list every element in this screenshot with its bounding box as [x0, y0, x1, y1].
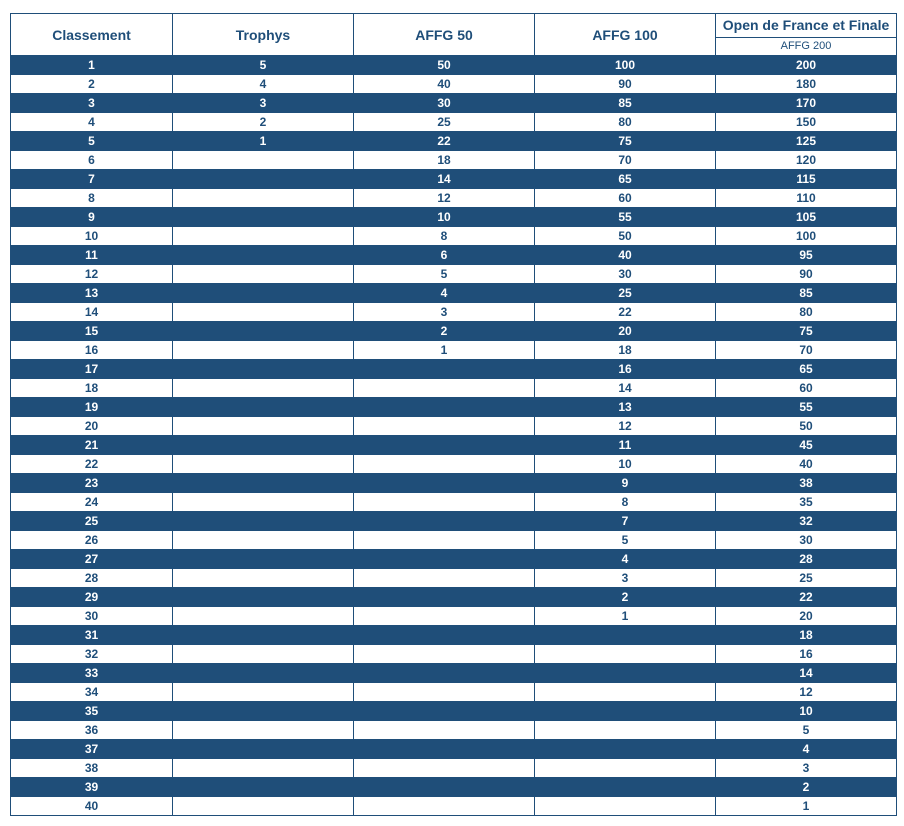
- cell-affg50: 18: [354, 151, 535, 170]
- cell-trophys: [173, 550, 354, 569]
- cell-open: 3: [716, 759, 897, 778]
- table-row: [11, 208, 897, 227]
- cell-trophys: [173, 322, 354, 341]
- table-row: [11, 645, 897, 664]
- cell-affg50: [354, 778, 535, 797]
- cell-trophys: 5: [173, 56, 354, 75]
- table-row: [11, 702, 897, 721]
- cell-affg50: 22: [354, 132, 535, 151]
- cell-affg50: 30: [354, 94, 535, 113]
- cell-affg50: 25: [354, 113, 535, 132]
- table-row: [11, 322, 897, 341]
- cell-open: 40: [716, 455, 897, 474]
- cell-classement: 21: [11, 436, 173, 455]
- table-row: [11, 417, 897, 436]
- cell-affg50: [354, 512, 535, 531]
- cell-affg50: [354, 569, 535, 588]
- cell-classement: 1: [11, 56, 173, 75]
- cell-classement: 10: [11, 227, 173, 246]
- cell-affg50: [354, 607, 535, 626]
- cell-affg100: 90: [535, 75, 716, 94]
- cell-classement: 16: [11, 341, 173, 360]
- table-row: [11, 132, 897, 151]
- cell-affg100: [535, 664, 716, 683]
- cell-classement: 31: [11, 626, 173, 645]
- cell-trophys: [173, 208, 354, 227]
- cell-classement: 38: [11, 759, 173, 778]
- cell-affg50: [354, 550, 535, 569]
- table-row: [11, 683, 897, 702]
- cell-classement: 6: [11, 151, 173, 170]
- cell-trophys: [173, 702, 354, 721]
- cell-open: 32: [716, 512, 897, 531]
- cell-classement: 17: [11, 360, 173, 379]
- cell-affg50: 8: [354, 227, 535, 246]
- cell-classement: 18: [11, 379, 173, 398]
- cell-classement: 30: [11, 607, 173, 626]
- cell-open: 12: [716, 683, 897, 702]
- cell-classement: 29: [11, 588, 173, 607]
- cell-open: 95: [716, 246, 897, 265]
- table-row: [11, 170, 897, 189]
- cell-classement: 11: [11, 246, 173, 265]
- cell-trophys: [173, 379, 354, 398]
- table-row: [11, 360, 897, 379]
- cell-affg100: 2: [535, 588, 716, 607]
- cell-classement: 37: [11, 740, 173, 759]
- cell-affg100: 4: [535, 550, 716, 569]
- cell-affg100: [535, 645, 716, 664]
- cell-trophys: [173, 740, 354, 759]
- cell-affg50: 6: [354, 246, 535, 265]
- cell-affg100: 65: [535, 170, 716, 189]
- cell-trophys: 4: [173, 75, 354, 94]
- cell-affg100: [535, 740, 716, 759]
- table-row: [11, 588, 897, 607]
- cell-trophys: 3: [173, 94, 354, 113]
- cell-trophys: [173, 436, 354, 455]
- cell-open: 5: [716, 721, 897, 740]
- cell-open: 120: [716, 151, 897, 170]
- cell-affg50: [354, 474, 535, 493]
- cell-open: 85: [716, 284, 897, 303]
- cell-affg100: 12: [535, 417, 716, 436]
- cell-affg50: 1: [354, 341, 535, 360]
- cell-trophys: [173, 664, 354, 683]
- table-row: [11, 778, 897, 797]
- cell-trophys: [173, 265, 354, 284]
- cell-affg100: [535, 797, 716, 816]
- cell-affg50: [354, 493, 535, 512]
- cell-open: 60: [716, 379, 897, 398]
- cell-affg50: [354, 398, 535, 417]
- cell-affg100: 30: [535, 265, 716, 284]
- cell-open: 14: [716, 664, 897, 683]
- cell-classement: 19: [11, 398, 173, 417]
- cell-classement: 15: [11, 322, 173, 341]
- cell-affg100: [535, 778, 716, 797]
- table-row: [11, 797, 897, 816]
- table-row: [11, 550, 897, 569]
- cell-affg50: [354, 664, 535, 683]
- table-row: [11, 56, 897, 75]
- cell-open: 1: [716, 797, 897, 816]
- cell-classement: 3: [11, 94, 173, 113]
- cell-classement: 23: [11, 474, 173, 493]
- cell-open: 90: [716, 265, 897, 284]
- points-table-body: [11, 56, 897, 816]
- cell-trophys: [173, 341, 354, 360]
- cell-affg50: 50: [354, 56, 535, 75]
- cell-classement: 13: [11, 284, 173, 303]
- cell-affg50: [354, 379, 535, 398]
- cell-affg50: 4: [354, 284, 535, 303]
- table-row: [11, 740, 897, 759]
- cell-classement: 27: [11, 550, 173, 569]
- cell-classement: 33: [11, 664, 173, 683]
- cell-affg50: 12: [354, 189, 535, 208]
- cell-affg50: [354, 645, 535, 664]
- cell-affg100: 3: [535, 569, 716, 588]
- cell-trophys: [173, 512, 354, 531]
- cell-affg50: [354, 360, 535, 379]
- cell-affg100: 5: [535, 531, 716, 550]
- cell-affg100: 16: [535, 360, 716, 379]
- table-row: [11, 284, 897, 303]
- table-row: [11, 227, 897, 246]
- cell-classement: 2: [11, 75, 173, 94]
- table-row: [11, 265, 897, 284]
- cell-affg100: 10: [535, 455, 716, 474]
- cell-trophys: [173, 417, 354, 436]
- cell-open: 115: [716, 170, 897, 189]
- cell-classement: 22: [11, 455, 173, 474]
- cell-affg100: [535, 683, 716, 702]
- cell-trophys: [173, 683, 354, 702]
- cell-trophys: [173, 303, 354, 322]
- table-row: [11, 303, 897, 322]
- cell-open: 200: [716, 56, 897, 75]
- cell-affg50: [354, 797, 535, 816]
- cell-affg100: [535, 721, 716, 740]
- table-row: [11, 493, 897, 512]
- table-row: [11, 721, 897, 740]
- cell-classement: 36: [11, 721, 173, 740]
- cell-affg50: [354, 436, 535, 455]
- table-row: [11, 94, 897, 113]
- cell-affg50: [354, 626, 535, 645]
- cell-classement: 40: [11, 797, 173, 816]
- cell-trophys: [173, 569, 354, 588]
- table-row: [11, 341, 897, 360]
- cell-classement: 25: [11, 512, 173, 531]
- cell-trophys: [173, 607, 354, 626]
- points-table: [10, 13, 897, 816]
- cell-trophys: [173, 626, 354, 645]
- header-trophys: Trophys: [173, 14, 354, 56]
- cell-classement: 14: [11, 303, 173, 322]
- cell-classement: 7: [11, 170, 173, 189]
- table-row: [11, 398, 897, 417]
- cell-open: 30: [716, 531, 897, 550]
- cell-classement: 34: [11, 683, 173, 702]
- cell-open: 38: [716, 474, 897, 493]
- cell-trophys: [173, 721, 354, 740]
- cell-trophys: [173, 797, 354, 816]
- cell-classement: 26: [11, 531, 173, 550]
- cell-affg50: 14: [354, 170, 535, 189]
- cell-affg100: [535, 759, 716, 778]
- cell-open: 170: [716, 94, 897, 113]
- cell-open: 110: [716, 189, 897, 208]
- cell-affg50: [354, 455, 535, 474]
- cell-affg100: 50: [535, 227, 716, 246]
- header-affg100: AFFG 100: [535, 14, 716, 56]
- cell-classement: 5: [11, 132, 173, 151]
- cell-affg100: 11: [535, 436, 716, 455]
- cell-open: 75: [716, 322, 897, 341]
- cell-open: 125: [716, 132, 897, 151]
- header-open-sub: AFFG 200: [716, 37, 897, 55]
- header-classement: Classement: [11, 14, 173, 56]
- cell-open: 50: [716, 417, 897, 436]
- cell-open: 100: [716, 227, 897, 246]
- cell-affg100: 20: [535, 322, 716, 341]
- cell-open: 80: [716, 303, 897, 322]
- cell-open: 70: [716, 341, 897, 360]
- cell-affg100: 22: [535, 303, 716, 322]
- cell-open: 105: [716, 208, 897, 227]
- cell-affg50: 2: [354, 322, 535, 341]
- cell-affg100: [535, 702, 716, 721]
- cell-trophys: [173, 455, 354, 474]
- table-row: [11, 569, 897, 588]
- cell-affg50: [354, 702, 535, 721]
- cell-open: 180: [716, 75, 897, 94]
- cell-trophys: [173, 151, 354, 170]
- cell-trophys: [173, 493, 354, 512]
- cell-affg100: [535, 626, 716, 645]
- table-row: [11, 113, 897, 132]
- cell-affg100: 18: [535, 341, 716, 360]
- table-row: [11, 512, 897, 531]
- cell-open: 45: [716, 436, 897, 455]
- cell-classement: 20: [11, 417, 173, 436]
- cell-affg100: 55: [535, 208, 716, 227]
- table-row: [11, 436, 897, 455]
- cell-affg50: [354, 740, 535, 759]
- table-row: [11, 151, 897, 170]
- cell-trophys: [173, 360, 354, 379]
- cell-affg100: 25: [535, 284, 716, 303]
- cell-affg100: 85: [535, 94, 716, 113]
- cell-classement: 9: [11, 208, 173, 227]
- cell-trophys: [173, 759, 354, 778]
- cell-open: 28: [716, 550, 897, 569]
- cell-trophys: [173, 189, 354, 208]
- table-row: [11, 189, 897, 208]
- header-open-de-france: Open de France et Finale: [716, 14, 897, 38]
- cell-classement: 12: [11, 265, 173, 284]
- cell-trophys: [173, 170, 354, 189]
- cell-affg50: [354, 721, 535, 740]
- cell-affg100: 8: [535, 493, 716, 512]
- cell-open: 25: [716, 569, 897, 588]
- cell-affg50: 10: [354, 208, 535, 227]
- cell-open: 16: [716, 645, 897, 664]
- table-row: [11, 474, 897, 493]
- table-row: [11, 759, 897, 778]
- cell-affg50: [354, 683, 535, 702]
- cell-open: 65: [716, 360, 897, 379]
- table-row: [11, 246, 897, 265]
- cell-open: 2: [716, 778, 897, 797]
- cell-affg100: 9: [535, 474, 716, 493]
- cell-open: 18: [716, 626, 897, 645]
- cell-open: 10: [716, 702, 897, 721]
- table-row: [11, 455, 897, 474]
- cell-trophys: 2: [173, 113, 354, 132]
- cell-open: 4: [716, 740, 897, 759]
- cell-trophys: [173, 778, 354, 797]
- cell-trophys: [173, 531, 354, 550]
- cell-affg50: [354, 417, 535, 436]
- cell-affg50: 5: [354, 265, 535, 284]
- cell-affg100: 14: [535, 379, 716, 398]
- cell-open: 35: [716, 493, 897, 512]
- table-row: [11, 531, 897, 550]
- cell-affg100: 7: [535, 512, 716, 531]
- cell-classement: 35: [11, 702, 173, 721]
- cell-affg50: 3: [354, 303, 535, 322]
- cell-affg100: 13: [535, 398, 716, 417]
- cell-affg100: 60: [535, 189, 716, 208]
- cell-affg100: 1: [535, 607, 716, 626]
- cell-affg100: 40: [535, 246, 716, 265]
- cell-open: 20: [716, 607, 897, 626]
- cell-trophys: [173, 398, 354, 417]
- table-row: [11, 607, 897, 626]
- cell-open: 150: [716, 113, 897, 132]
- cell-trophys: 1: [173, 132, 354, 151]
- table-row: [11, 626, 897, 645]
- cell-classement: 24: [11, 493, 173, 512]
- cell-trophys: [173, 246, 354, 265]
- cell-affg50: [354, 759, 535, 778]
- cell-trophys: [173, 588, 354, 607]
- points-table-container: [10, 13, 897, 816]
- cell-affg50: [354, 588, 535, 607]
- cell-affg50: [354, 531, 535, 550]
- cell-trophys: [173, 645, 354, 664]
- cell-affg100: 75: [535, 132, 716, 151]
- cell-affg100: 80: [535, 113, 716, 132]
- table-row: [11, 379, 897, 398]
- cell-trophys: [173, 284, 354, 303]
- cell-classement: 8: [11, 189, 173, 208]
- cell-trophys: [173, 227, 354, 246]
- table-row: [11, 664, 897, 683]
- cell-trophys: [173, 474, 354, 493]
- cell-affg100: 70: [535, 151, 716, 170]
- cell-open: 55: [716, 398, 897, 417]
- cell-classement: 32: [11, 645, 173, 664]
- cell-classement: 4: [11, 113, 173, 132]
- header-affg50: AFFG 50: [354, 14, 535, 56]
- cell-classement: 28: [11, 569, 173, 588]
- cell-open: 22: [716, 588, 897, 607]
- table-row: [11, 75, 897, 94]
- cell-affg50: 40: [354, 75, 535, 94]
- cell-classement: 39: [11, 778, 173, 797]
- cell-affg100: 100: [535, 56, 716, 75]
